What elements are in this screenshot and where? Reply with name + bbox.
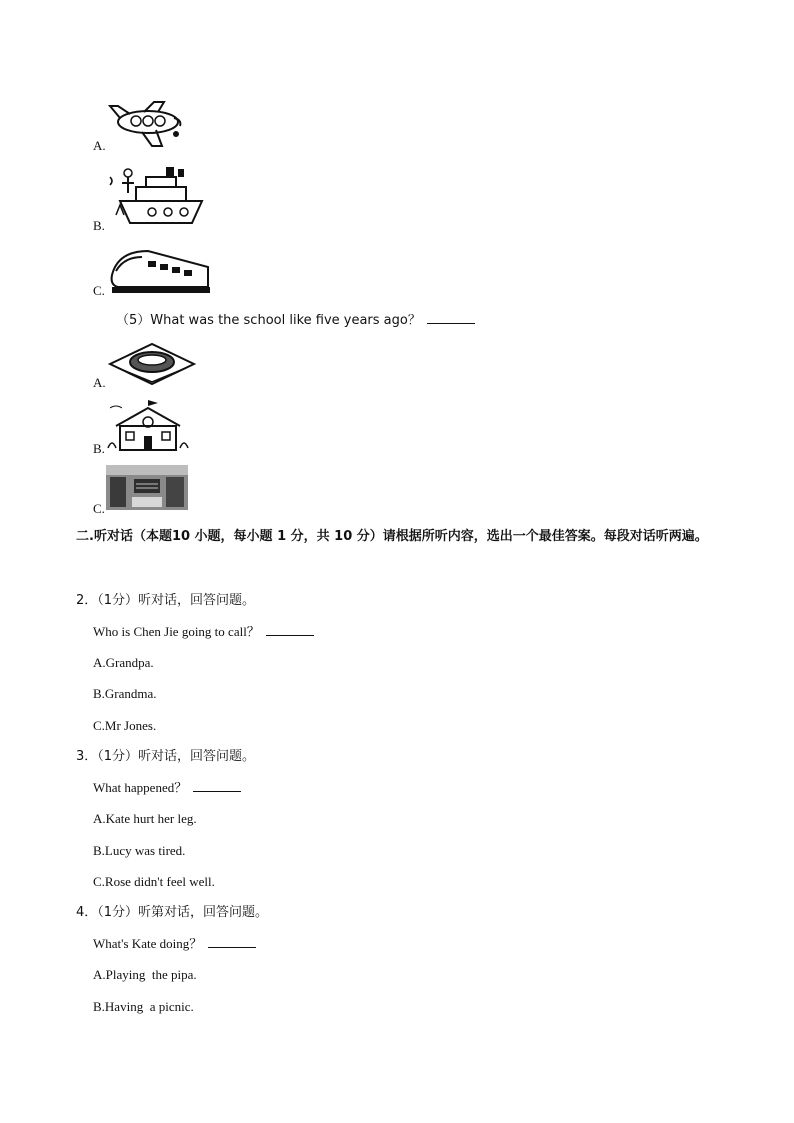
option-letter: C.: [93, 501, 105, 516]
answer-option[interactable]: A.Kate hurt her leg.: [93, 811, 197, 826]
train-icon: [108, 245, 210, 295]
question-number: 4．（1分）听第对话，回答问题。: [76, 905, 269, 920]
library-photo-icon: [106, 465, 188, 510]
option-letter: A.: [93, 375, 106, 390]
sub-question: [116, 312, 475, 329]
answer-option[interactable]: C.Mr Jones.: [93, 718, 157, 733]
answer-option[interactable]: C.Rose didn't feel well.: [93, 874, 215, 889]
answer-blank[interactable]: [193, 780, 241, 792]
answer-option[interactable]: B.Lucy was tired.: [93, 843, 186, 858]
option-letter: B.: [93, 441, 105, 456]
question-prompt-row: [93, 780, 241, 796]
question-prompt: What happened？: [93, 780, 188, 795]
ship-icon: [106, 165, 208, 227]
answer-blank[interactable]: [208, 936, 256, 948]
question-number: 3．（1分）听对话，回答问题。: [76, 749, 256, 764]
sub-question-text: （5）What was the school like five years ago？: [116, 313, 421, 328]
option-letter: A.: [93, 138, 106, 153]
school-building-icon: [106, 400, 190, 454]
section-heading: 二.听对话（本题10 小题，每小题 1 分，共 10 分）请根据所听内容，选出一个最佳答案。每段对话听两遍。: [76, 529, 708, 544]
option-letter: C.: [93, 283, 105, 298]
question-number: 2．（1分）听对话，回答问题。: [76, 593, 256, 608]
airplane-icon: [108, 100, 190, 148]
answer-option[interactable]: A.Playing the pipa.: [93, 967, 197, 982]
stadium-icon: [108, 340, 196, 386]
answer-blank[interactable]: [427, 312, 475, 324]
option-letter: B.: [93, 218, 105, 233]
answer-option[interactable]: B.Grandma.: [93, 686, 157, 701]
answer-option[interactable]: B.Having a picnic.: [93, 999, 194, 1014]
answer-blank[interactable]: [266, 624, 314, 636]
answer-option[interactable]: A.Grandpa.: [93, 655, 154, 670]
question-prompt-row: [93, 624, 314, 640]
question-prompt: Who is Chen Jie going to call？: [93, 624, 260, 639]
question-prompt-row: [93, 936, 256, 952]
question-prompt: What's Kate doing？: [93, 936, 203, 951]
